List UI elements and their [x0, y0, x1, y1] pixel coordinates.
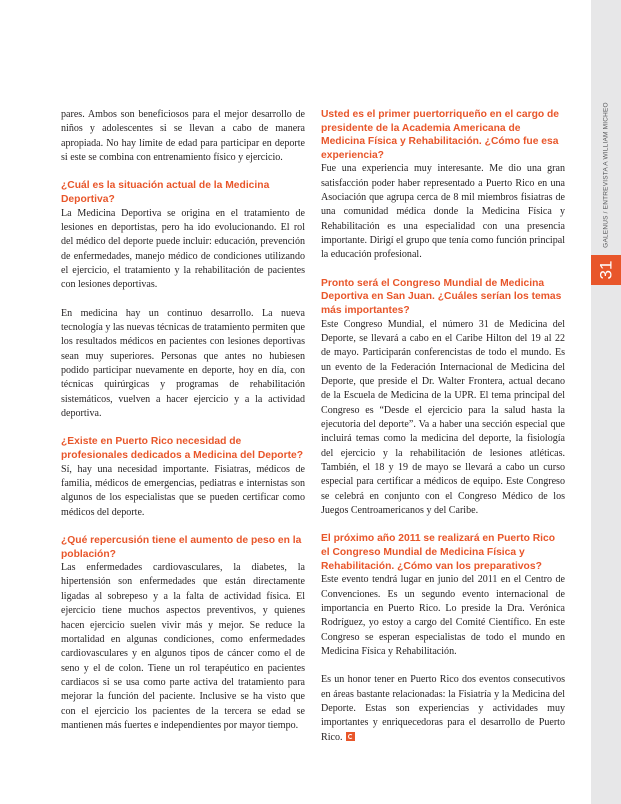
left-column: [61, 108, 305, 733]
paragraph-final: [321, 673, 565, 745]
paragraph: Las enfermedades cardiovasculares, la diabetes, la hipertensión son enfermedades que están directamente ligadas al sobrepeso y a la falta de actividad física. El ejercicio tiene muchos aspectos preventivos, y quienes hacen ejercicio suelen vivir más y mejor. Se reduce la mortalidad en algunas condiciones, como enfermedades cardiovasculares y en algunos tipos de cáncer como el de seno y el de colon. Tiene un rol terapéutico en pacientes cardiacos si se usa como parte activa del tratamiento para mejorar la función del paciente. Inclusive se ha visto que con el ejercicio los pacientes de la tercera se edad se mantienen más fuertes e independientes por mayor tiempo.: [61, 562, 305, 731]
paragraph: pares. Ambos son beneficiosos para el mejor desarrollo de niños y adolescentes si se llevan a cabo de manera apropiada. No hay límite de edad para participar en deporte si este se combina con entrenamiento físico y ejercicio.: [61, 109, 305, 164]
question-heading: El próximo año 2011 se realizará en Puerto Rico el Congreso Mundial de Medicina Física y Rehabilitación. ¿Cómo van los preparativos?: [321, 533, 556, 572]
question-heading: ¿Qué repercusión tiene el aumento de peso en la población?: [61, 534, 302, 560]
page-number: 31: [596, 260, 616, 280]
question-heading: ¿Cuál es la situación actual de la Medicina Deportiva?: [61, 180, 270, 205]
question-heading: Usted es el primer puertorriqueño en el cargo de presidente de la Academia Americana de Medicina Física y Rehabilitación. ¿Cómo fue esa experiencia?: [321, 109, 560, 161]
paragraph: La Medicina Deportiva se origina en el tratamiento de lesiones en deportistas, pero ha ido evolucionando. El rol del médico del deporte puede incluir: educación, prevención de enfermedades, manejo médico de condiciones utilizando el ejercicio, el tratamiento y la rehabilitación de pacientes con lesiones deportivas.: [61, 207, 305, 291]
question-heading: Pronto será el Congreso Mundial de Medicina Deportiva en San Juan. ¿Cuáles serían los temas más importantes?: [321, 277, 562, 316]
running-title: [593, 95, 619, 255]
right-column: [321, 108, 565, 745]
paragraph-text: Es un honor tener en Puerto Rico dos eventos consecutivos en áreas bastante relacionadas: la Fisiatría y la Medicina del Deporte. Estas son experiencias y actividades muy importantes y enriquecedoras para el desarrollo de Puerto Rico.: [321, 674, 565, 743]
page-number-box: [591, 255, 621, 285]
page-sidebar: [591, 0, 621, 804]
question-heading: ¿Existe en Puerto Rico necesidad de profesionales dedicados a Medicina del Deporte?: [61, 436, 304, 461]
paragraph: En medicina hay un continuo desarrollo. La nueva tecnología y las nuevas técnicas de tratamiento permiten que los resultados médicos en pacientes con lesiones deportivas sean muy superiores. Personas que antes no hubiesen podido participar nuevamente en deporte, hoy en día, con técnicas quirúrgicas y programas de rehabilitación sistemáticos, vuelven a hacer ejercicio y a la actividad deportiva.: [61, 307, 305, 420]
paragraph: Este Congreso Mundial, el número 31 de Medicina del Deporte, se llevará a cabo en el Caribe Hilton del 19 al 22 de mayo. Participarán conferencistas de todo el mundo. Es un evento de la Federación Internacional de Medicina del Deporte, que preside el Dr. Walter Frontera, actual decano de la Escuela de Medicina de la UPR. El tema principal del Congreso es “Desde el ejercicio para la salud hasta la ejecutoria del deporte”. Va a haber una sección especial que incluirá temas como la medicina del deporte, la fisiología del ejercicio y la rehabilitación de lesiones atléticas. También, el 18 y 19 de mayo se llevará a cabo un curso especial para certificar a médicos de equipo. Este Congreso se celebrá en conjunto con el Congreso Médico de los Juegos Centroamericanos y del Caribe.: [321, 318, 565, 517]
end-mark-icon: [346, 732, 355, 741]
paragraph: Este evento tendrá lugar en junio del 2011 en el Centro de Convenciones. Es un segundo evento internacional de importancia en Puerto Rico. Lo preside la Dra. Verónica Rodríguez, yo estoy a cargo del Comité Científico. En este Congreso se esperan especialistas de todo el mundo en Medicina Física y Rehabilitación.: [321, 574, 565, 657]
paragraph: Sí, hay una necesidad importante. Fisiatras, médicos de familia, médicos de emergencias, pediatras e internistas son algunos de los especialistas que se pueden certificar como médicos del deporte.: [61, 463, 305, 518]
running-title-text: GALENUS / ENTREVISTA A WILLIAM MICHEO: [602, 102, 610, 248]
paragraph: Fue una experiencia muy interesante. Me dio una gran satisfacción poder haber representado a Puerto Rico en una Asociación que agrupa cerca de 8 mil miembros fisiatras de una comunidad médica donde la Medicina Física y Rehabilitación es una especialidad con una presencia importante. Dirigí el grupo que tenía como función principal la educación profesional.: [321, 163, 565, 261]
